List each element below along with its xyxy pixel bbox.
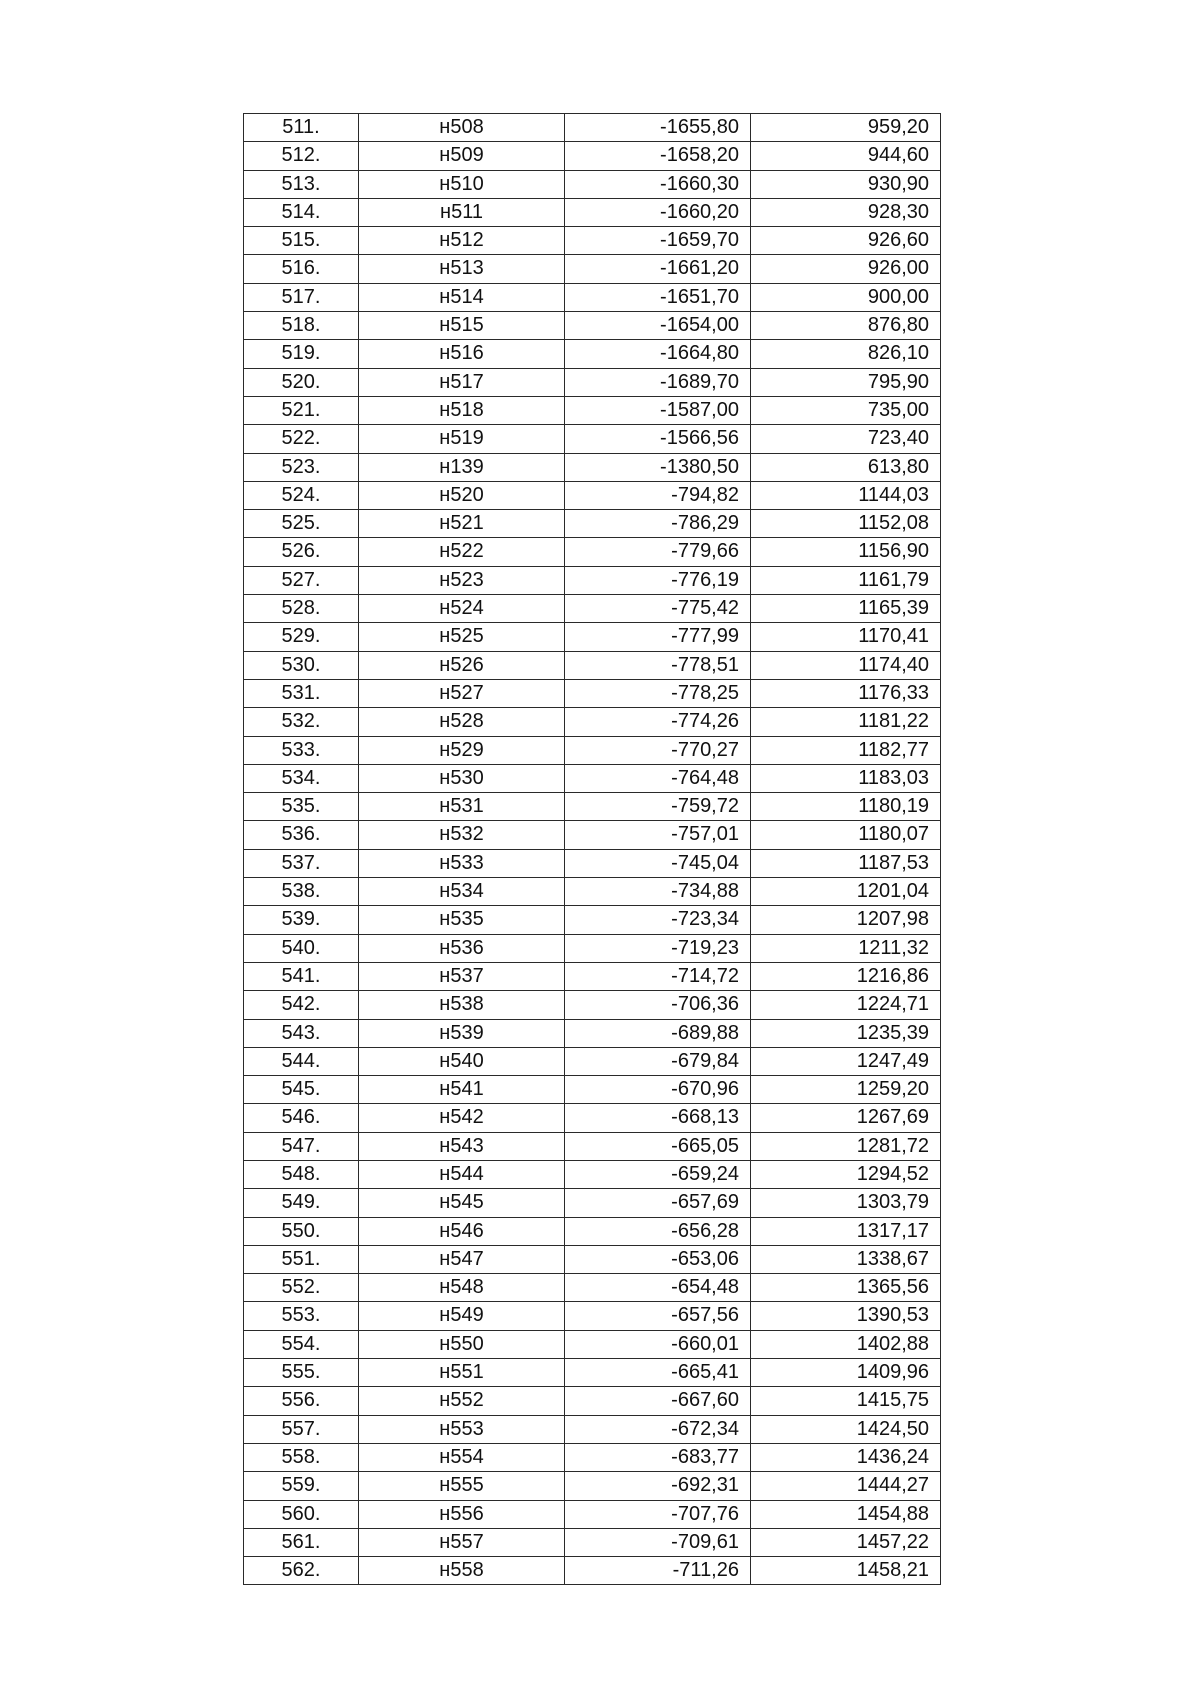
x-coordinate-cell: -1654,00: [565, 312, 751, 340]
x-coordinate-cell: -757,01: [565, 821, 751, 849]
table-row: [244, 453, 941, 481]
table-row: [244, 255, 941, 283]
row-number-cell: 520.: [244, 368, 359, 396]
point-name-cell: н557: [359, 1528, 565, 1556]
x-coordinate-cell: -692,31: [565, 1472, 751, 1500]
x-coordinate-cell: -657,69: [565, 1189, 751, 1217]
x-coordinate-cell: -745,04: [565, 849, 751, 877]
table-row: [244, 793, 941, 821]
x-coordinate-cell: -665,05: [565, 1132, 751, 1160]
x-coordinate-cell: -1660,30: [565, 170, 751, 198]
row-number-cell: 523.: [244, 453, 359, 481]
y-coordinate-cell: 1201,04: [751, 878, 941, 906]
y-coordinate-cell: 735,00: [751, 396, 941, 424]
x-coordinate-cell: -1566,56: [565, 425, 751, 453]
row-number-cell: 557.: [244, 1415, 359, 1443]
y-coordinate-cell: 1424,50: [751, 1415, 941, 1443]
point-name-cell: н508: [359, 114, 565, 142]
y-coordinate-cell: 1235,39: [751, 1019, 941, 1047]
y-coordinate-cell: 944,60: [751, 142, 941, 170]
table-row: [244, 623, 941, 651]
row-number-cell: 527.: [244, 566, 359, 594]
y-coordinate-cell: 1457,22: [751, 1528, 941, 1556]
table-row: [244, 1104, 941, 1132]
y-coordinate-cell: 795,90: [751, 368, 941, 396]
point-name-cell: н517: [359, 368, 565, 396]
row-number-cell: 542.: [244, 991, 359, 1019]
table-row: [244, 227, 941, 255]
point-name-cell: н527: [359, 679, 565, 707]
table-row: [244, 1472, 941, 1500]
y-coordinate-cell: 723,40: [751, 425, 941, 453]
row-number-cell: 562.: [244, 1557, 359, 1585]
table-row: [244, 1132, 941, 1160]
table-row: [244, 878, 941, 906]
point-name-cell: н526: [359, 651, 565, 679]
table-row: [244, 1387, 941, 1415]
table-row: [244, 991, 941, 1019]
point-name-cell: н541: [359, 1076, 565, 1104]
x-coordinate-cell: -706,36: [565, 991, 751, 1019]
row-number-cell: 554.: [244, 1330, 359, 1358]
x-coordinate-cell: -1651,70: [565, 283, 751, 311]
x-coordinate-cell: -774,26: [565, 708, 751, 736]
x-coordinate-cell: -1689,70: [565, 368, 751, 396]
row-number-cell: 547.: [244, 1132, 359, 1160]
point-name-cell: н510: [359, 170, 565, 198]
table-row: [244, 340, 941, 368]
row-number-cell: 512.: [244, 142, 359, 170]
point-name-cell: н555: [359, 1472, 565, 1500]
x-coordinate-cell: -1655,80: [565, 114, 751, 142]
y-coordinate-cell: 1338,67: [751, 1245, 941, 1273]
y-coordinate-cell: 1436,24: [751, 1443, 941, 1471]
y-coordinate-cell: 876,80: [751, 312, 941, 340]
x-coordinate-cell: -1658,20: [565, 142, 751, 170]
point-name-cell: н516: [359, 340, 565, 368]
y-coordinate-cell: 1224,71: [751, 991, 941, 1019]
point-name-cell: н525: [359, 623, 565, 651]
row-number-cell: 530.: [244, 651, 359, 679]
table-row: [244, 736, 941, 764]
y-coordinate-cell: 1444,27: [751, 1472, 941, 1500]
y-coordinate-cell: 1207,98: [751, 906, 941, 934]
y-coordinate-cell: 1165,39: [751, 595, 941, 623]
point-name-cell: н512: [359, 227, 565, 255]
table-row: [244, 1359, 941, 1387]
y-coordinate-cell: 1303,79: [751, 1189, 941, 1217]
y-coordinate-cell: 900,00: [751, 283, 941, 311]
x-coordinate-cell: -786,29: [565, 510, 751, 538]
row-number-cell: 529.: [244, 623, 359, 651]
point-name-cell: н523: [359, 566, 565, 594]
table-row: [244, 764, 941, 792]
row-number-cell: 553.: [244, 1302, 359, 1330]
y-coordinate-cell: 1458,21: [751, 1557, 941, 1585]
point-name-cell: н543: [359, 1132, 565, 1160]
table-row: [244, 1528, 941, 1556]
point-name-cell: н536: [359, 934, 565, 962]
table-row: [244, 481, 941, 509]
point-name-cell: н552: [359, 1387, 565, 1415]
point-name-cell: н534: [359, 878, 565, 906]
row-number-cell: 549.: [244, 1189, 359, 1217]
x-coordinate-cell: -719,23: [565, 934, 751, 962]
y-coordinate-cell: 1415,75: [751, 1387, 941, 1415]
table-row: [244, 1274, 941, 1302]
row-number-cell: 558.: [244, 1443, 359, 1471]
x-coordinate-cell: -665,41: [565, 1359, 751, 1387]
row-number-cell: 536.: [244, 821, 359, 849]
row-number-cell: 528.: [244, 595, 359, 623]
row-number-cell: 518.: [244, 312, 359, 340]
point-name-cell: н528: [359, 708, 565, 736]
x-coordinate-cell: -775,42: [565, 595, 751, 623]
table-row: [244, 934, 941, 962]
point-name-cell: н549: [359, 1302, 565, 1330]
point-name-cell: н558: [359, 1557, 565, 1585]
table-row: [244, 1443, 941, 1471]
row-number-cell: 513.: [244, 170, 359, 198]
point-name-cell: н556: [359, 1500, 565, 1528]
row-number-cell: 534.: [244, 764, 359, 792]
row-number-cell: 514.: [244, 198, 359, 226]
row-number-cell: 539.: [244, 906, 359, 934]
table-row: [244, 1189, 941, 1217]
y-coordinate-cell: 1267,69: [751, 1104, 941, 1132]
x-coordinate-cell: -670,96: [565, 1076, 751, 1104]
row-number-cell: 546.: [244, 1104, 359, 1132]
row-number-cell: 559.: [244, 1472, 359, 1500]
x-coordinate-cell: -1587,00: [565, 396, 751, 424]
row-number-cell: 552.: [244, 1274, 359, 1302]
row-number-cell: 551.: [244, 1245, 359, 1273]
y-coordinate-cell: 613,80: [751, 453, 941, 481]
y-coordinate-cell: 1182,77: [751, 736, 941, 764]
y-coordinate-cell: 1174,40: [751, 651, 941, 679]
row-number-cell: 555.: [244, 1359, 359, 1387]
x-coordinate-cell: -1661,20: [565, 255, 751, 283]
point-name-cell: н539: [359, 1019, 565, 1047]
x-coordinate-cell: -707,76: [565, 1500, 751, 1528]
y-coordinate-cell: 1180,07: [751, 821, 941, 849]
row-number-cell: 524.: [244, 481, 359, 509]
x-coordinate-cell: -656,28: [565, 1217, 751, 1245]
x-coordinate-cell: -778,51: [565, 651, 751, 679]
y-coordinate-cell: 1281,72: [751, 1132, 941, 1160]
table-row: [244, 708, 941, 736]
point-name-cell: н535: [359, 906, 565, 934]
table-row: [244, 312, 941, 340]
y-coordinate-cell: 1144,03: [751, 481, 941, 509]
x-coordinate-cell: -1380,50: [565, 453, 751, 481]
point-name-cell: н531: [359, 793, 565, 821]
table-row: [244, 396, 941, 424]
point-name-cell: н533: [359, 849, 565, 877]
row-number-cell: 540.: [244, 934, 359, 962]
y-coordinate-cell: 1390,53: [751, 1302, 941, 1330]
point-name-cell: н550: [359, 1330, 565, 1358]
y-coordinate-cell: 1176,33: [751, 679, 941, 707]
x-coordinate-cell: -659,24: [565, 1160, 751, 1188]
point-name-cell: н532: [359, 821, 565, 849]
x-coordinate-cell: -734,88: [565, 878, 751, 906]
row-number-cell: 516.: [244, 255, 359, 283]
point-name-cell: н544: [359, 1160, 565, 1188]
row-number-cell: 531.: [244, 679, 359, 707]
point-name-cell: н139: [359, 453, 565, 481]
y-coordinate-cell: 1409,96: [751, 1359, 941, 1387]
point-name-cell: н540: [359, 1047, 565, 1075]
table-row: [244, 538, 941, 566]
table-row: [244, 849, 941, 877]
y-coordinate-cell: 1187,53: [751, 849, 941, 877]
row-number-cell: 533.: [244, 736, 359, 764]
table-row: [244, 1245, 941, 1273]
table-row: [244, 595, 941, 623]
table-row: [244, 1019, 941, 1047]
table-row: [244, 679, 941, 707]
table-row: [244, 962, 941, 990]
y-coordinate-cell: 1247,49: [751, 1047, 941, 1075]
table-row: [244, 1302, 941, 1330]
y-coordinate-cell: 1161,79: [751, 566, 941, 594]
point-name-cell: н551: [359, 1359, 565, 1387]
coordinates-table-body: [244, 114, 941, 1585]
y-coordinate-cell: 1294,52: [751, 1160, 941, 1188]
row-number-cell: 522.: [244, 425, 359, 453]
x-coordinate-cell: -723,34: [565, 906, 751, 934]
x-coordinate-cell: -660,01: [565, 1330, 751, 1358]
point-name-cell: н524: [359, 595, 565, 623]
x-coordinate-cell: -794,82: [565, 481, 751, 509]
table-row: [244, 114, 941, 142]
table-row: [244, 1500, 941, 1528]
x-coordinate-cell: -778,25: [565, 679, 751, 707]
table-row: [244, 425, 941, 453]
y-coordinate-cell: 1317,17: [751, 1217, 941, 1245]
table-row: [244, 1047, 941, 1075]
row-number-cell: 541.: [244, 962, 359, 990]
point-name-cell: н529: [359, 736, 565, 764]
y-coordinate-cell: 1181,22: [751, 708, 941, 736]
table-row: [244, 1557, 941, 1585]
point-name-cell: н521: [359, 510, 565, 538]
y-coordinate-cell: 1152,08: [751, 510, 941, 538]
y-coordinate-cell: 1454,88: [751, 1500, 941, 1528]
x-coordinate-cell: -657,56: [565, 1302, 751, 1330]
row-number-cell: 511.: [244, 114, 359, 142]
point-name-cell: н553: [359, 1415, 565, 1443]
row-number-cell: 526.: [244, 538, 359, 566]
row-number-cell: 521.: [244, 396, 359, 424]
row-number-cell: 556.: [244, 1387, 359, 1415]
row-number-cell: 544.: [244, 1047, 359, 1075]
x-coordinate-cell: -689,88: [565, 1019, 751, 1047]
point-name-cell: н545: [359, 1189, 565, 1217]
row-number-cell: 515.: [244, 227, 359, 255]
point-name-cell: н519: [359, 425, 565, 453]
table-row: [244, 566, 941, 594]
table-row: [244, 1217, 941, 1245]
y-coordinate-cell: 959,20: [751, 114, 941, 142]
row-number-cell: 550.: [244, 1217, 359, 1245]
table-row: [244, 1330, 941, 1358]
y-coordinate-cell: 1365,56: [751, 1274, 941, 1302]
point-name-cell: н514: [359, 283, 565, 311]
point-name-cell: н530: [359, 764, 565, 792]
point-name-cell: н554: [359, 1443, 565, 1471]
row-number-cell: 560.: [244, 1500, 359, 1528]
y-coordinate-cell: 928,30: [751, 198, 941, 226]
row-number-cell: 543.: [244, 1019, 359, 1047]
row-number-cell: 517.: [244, 283, 359, 311]
table-row: [244, 142, 941, 170]
table-row: [244, 1160, 941, 1188]
point-name-cell: н511: [359, 198, 565, 226]
table-row: [244, 368, 941, 396]
y-coordinate-cell: 926,00: [751, 255, 941, 283]
table-row: [244, 198, 941, 226]
x-coordinate-cell: -759,72: [565, 793, 751, 821]
row-number-cell: 538.: [244, 878, 359, 906]
x-coordinate-cell: -709,61: [565, 1528, 751, 1556]
table-row: [244, 821, 941, 849]
row-number-cell: 561.: [244, 1528, 359, 1556]
point-name-cell: н537: [359, 962, 565, 990]
x-coordinate-cell: -776,19: [565, 566, 751, 594]
coordinates-table: [243, 113, 941, 1585]
row-number-cell: 532.: [244, 708, 359, 736]
point-name-cell: н548: [359, 1274, 565, 1302]
point-name-cell: н542: [359, 1104, 565, 1132]
x-coordinate-cell: -672,34: [565, 1415, 751, 1443]
y-coordinate-cell: 1259,20: [751, 1076, 941, 1104]
x-coordinate-cell: -683,77: [565, 1443, 751, 1471]
x-coordinate-cell: -667,60: [565, 1387, 751, 1415]
row-number-cell: 545.: [244, 1076, 359, 1104]
point-name-cell: н522: [359, 538, 565, 566]
y-coordinate-cell: 926,60: [751, 227, 941, 255]
point-name-cell: н515: [359, 312, 565, 340]
y-coordinate-cell: 826,10: [751, 340, 941, 368]
x-coordinate-cell: -714,72: [565, 962, 751, 990]
row-number-cell: 519.: [244, 340, 359, 368]
x-coordinate-cell: -770,27: [565, 736, 751, 764]
table-row: [244, 906, 941, 934]
x-coordinate-cell: -711,26: [565, 1557, 751, 1585]
table-row: [244, 1076, 941, 1104]
x-coordinate-cell: -1664,80: [565, 340, 751, 368]
point-name-cell: н538: [359, 991, 565, 1019]
y-coordinate-cell: 1170,41: [751, 623, 941, 651]
y-coordinate-cell: 1402,88: [751, 1330, 941, 1358]
x-coordinate-cell: -668,13: [565, 1104, 751, 1132]
y-coordinate-cell: 1180,19: [751, 793, 941, 821]
y-coordinate-cell: 930,90: [751, 170, 941, 198]
x-coordinate-cell: -779,66: [565, 538, 751, 566]
table-row: [244, 1415, 941, 1443]
point-name-cell: н546: [359, 1217, 565, 1245]
x-coordinate-cell: -1659,70: [565, 227, 751, 255]
row-number-cell: 537.: [244, 849, 359, 877]
table-row: [244, 283, 941, 311]
y-coordinate-cell: 1183,03: [751, 764, 941, 792]
y-coordinate-cell: 1216,86: [751, 962, 941, 990]
table-row: [244, 170, 941, 198]
point-name-cell: н513: [359, 255, 565, 283]
point-name-cell: н509: [359, 142, 565, 170]
x-coordinate-cell: -764,48: [565, 764, 751, 792]
y-coordinate-cell: 1211,32: [751, 934, 941, 962]
x-coordinate-cell: -777,99: [565, 623, 751, 651]
x-coordinate-cell: -679,84: [565, 1047, 751, 1075]
point-name-cell: н518: [359, 396, 565, 424]
row-number-cell: 548.: [244, 1160, 359, 1188]
point-name-cell: н547: [359, 1245, 565, 1273]
x-coordinate-cell: -1660,20: [565, 198, 751, 226]
y-coordinate-cell: 1156,90: [751, 538, 941, 566]
row-number-cell: 525.: [244, 510, 359, 538]
x-coordinate-cell: -653,06: [565, 1245, 751, 1273]
table-row: [244, 651, 941, 679]
point-name-cell: н520: [359, 481, 565, 509]
row-number-cell: 535.: [244, 793, 359, 821]
x-coordinate-cell: -654,48: [565, 1274, 751, 1302]
table-row: [244, 510, 941, 538]
